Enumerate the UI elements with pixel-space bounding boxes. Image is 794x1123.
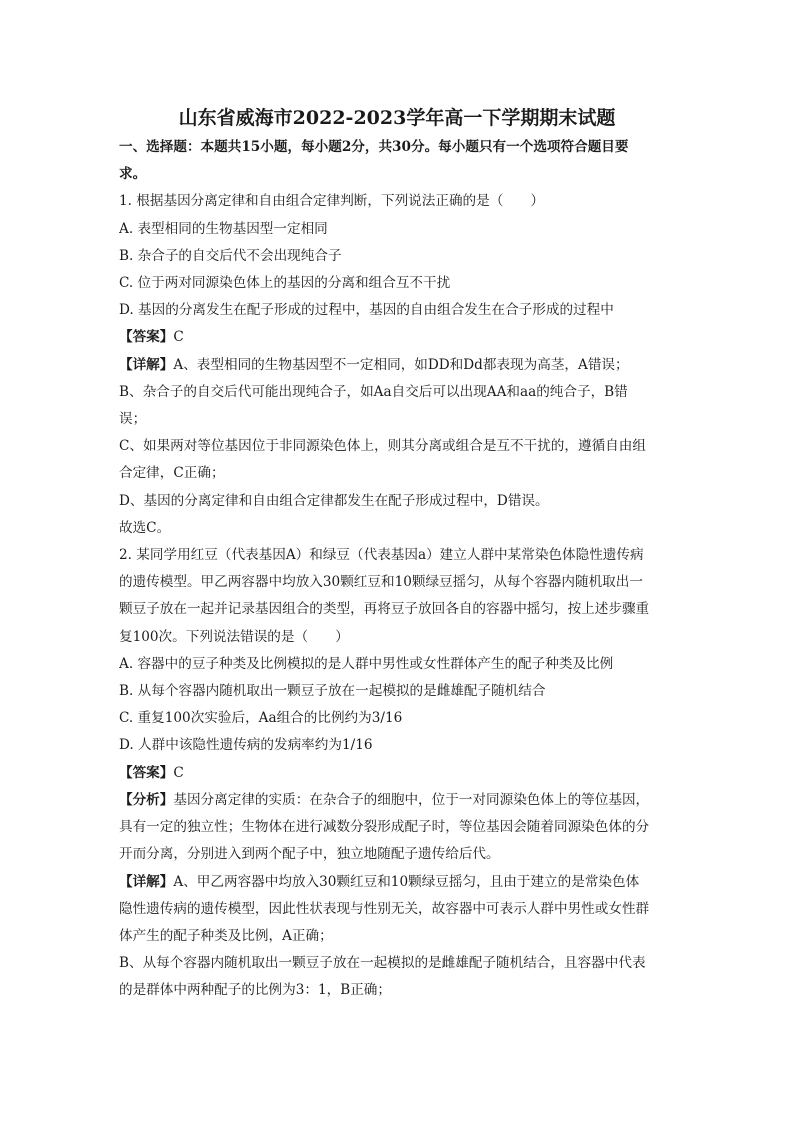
q1-detail-line: C、如果两对等位基因位于非同源染色体上，则其分离或组合是互不干扰的，遵循自由组 (119, 438, 646, 454)
q2-detail-line: 的是群体中两种配子的比例为3：1，B正确； (119, 982, 391, 998)
q1-detail-line (119, 355, 679, 375)
q1-option-d: D. 基因的分离发生在配子形成的过程中，基因的自由组合发生在合子形成的过程中 (119, 302, 614, 318)
analysis-label: 【分析】 (119, 792, 174, 808)
q2-detail-line: 隐性遗传病的遗传模型，因此性状表现与性别无关，故容器中可表示人群中男性或女性群 (119, 901, 650, 917)
q2-option-a: A. 容器中的豆子种类及比例模拟的是人群中男性或女性群体产生的配子种类及比例 (119, 656, 614, 672)
q2-answer (119, 763, 679, 783)
answer-value: C (173, 329, 184, 345)
q1-option-c: C. 位于两对同源染色体上的基因的分离和组合互不干扰 (119, 275, 451, 291)
detail-text: A、表型相同的生物基因型不一定相同，如DD和Dd都表现为高茎，A错误； (173, 357, 629, 373)
answer-label: 【答案】 (119, 765, 174, 781)
q2-stem-line: 的遗传模型。甲乙两容器中均放入30颗红豆和10颗绿豆摇匀，从每个容器内随机取出一 (119, 574, 643, 590)
q2-stem-line: 颗豆子放在一起并记录基因组合的类型，再将豆子放回各自的容器中摇匀，按上述步骤重 (119, 601, 650, 617)
detail-label: 【详解】 (119, 357, 174, 373)
q2-option-b: B. 从每个容器内随机取出一颗豆子放在一起模拟的是雌雄配子随机结合 (119, 683, 546, 699)
q2-analysis-line: 具有一定的独立性；生物体在进行减数分裂形成配子时，等位基因会随着同源染色体的分 (119, 819, 650, 835)
answer-label: 【答案】 (119, 329, 174, 345)
q2-detail-line (119, 872, 679, 892)
q2-detail-line: 体产生的配子种类及比例，A正确； (119, 928, 333, 944)
q1-detail-line: B、杂合子的自交后代可能出现纯合子，如Aa自交后可以出现AA和aa的纯合子，B错 (119, 384, 628, 400)
section-heading-line-2: 求。 (119, 166, 147, 182)
q1-detail-line: 合定律，C正确； (119, 465, 225, 481)
q2-stem-line: 复100次。下列说法错误的是（ ） (119, 629, 349, 645)
q2-analysis-line (119, 790, 679, 810)
q1-option-b: B. 杂合子的自交后代不会出现纯合子 (119, 248, 342, 264)
q1-option-a: A. 表型相同的生物基因型一定相同 (119, 221, 328, 237)
analysis-text: 基因分离定律的实质：在杂合子的细胞中，位于一对同源染色体上的等位基因， (173, 792, 650, 808)
answer-value: C (173, 765, 184, 781)
q2-option-d: D. 人群中该隐性遗传病的发病率约为1/16 (119, 737, 373, 753)
q1-detail-line: D、基因的分离定律和自由组合定律都发生在配子形成过程中，D错误。 (119, 493, 549, 509)
q2-option-c: C. 重复100次实验后，Aa组合的比例约为3/16 (119, 710, 403, 726)
q2-detail-line: B、从每个容器内随机取出一颗豆子放在一起模拟的是雌雄配子随机结合，且容器中代表 (119, 955, 646, 971)
section-heading-line-1: 一、选择题：本题共15小题，每小题2分，共30分。每小题只有一个选项符合题目要 (119, 139, 629, 155)
q2-stem-line: 2. 某同学用红豆（代表基因A）和绿豆（代表基因a）建立人群中某常染色体隐性遗传病 (119, 547, 644, 563)
q2-analysis-line: 开而分离，分别进入到两个配子中，独立地随配子遗传给后代。 (119, 846, 500, 862)
page-title: 山东省威海市2022-2023学年高一下学期期末试题 (178, 107, 616, 129)
q1-detail-line: 误； (119, 411, 147, 427)
detail-text: A、甲乙两容器中均放入30颗红豆和10颗绿豆摇匀，且由于建立的是常染色体 (173, 874, 640, 890)
q1-answer (119, 327, 679, 347)
q1-conclusion: 故选C。 (119, 520, 171, 536)
q1-stem: 1. 根据基因分离定律和自由组合定律判断，下列说法正确的是（ ） (119, 193, 545, 209)
detail-label: 【详解】 (119, 874, 174, 890)
